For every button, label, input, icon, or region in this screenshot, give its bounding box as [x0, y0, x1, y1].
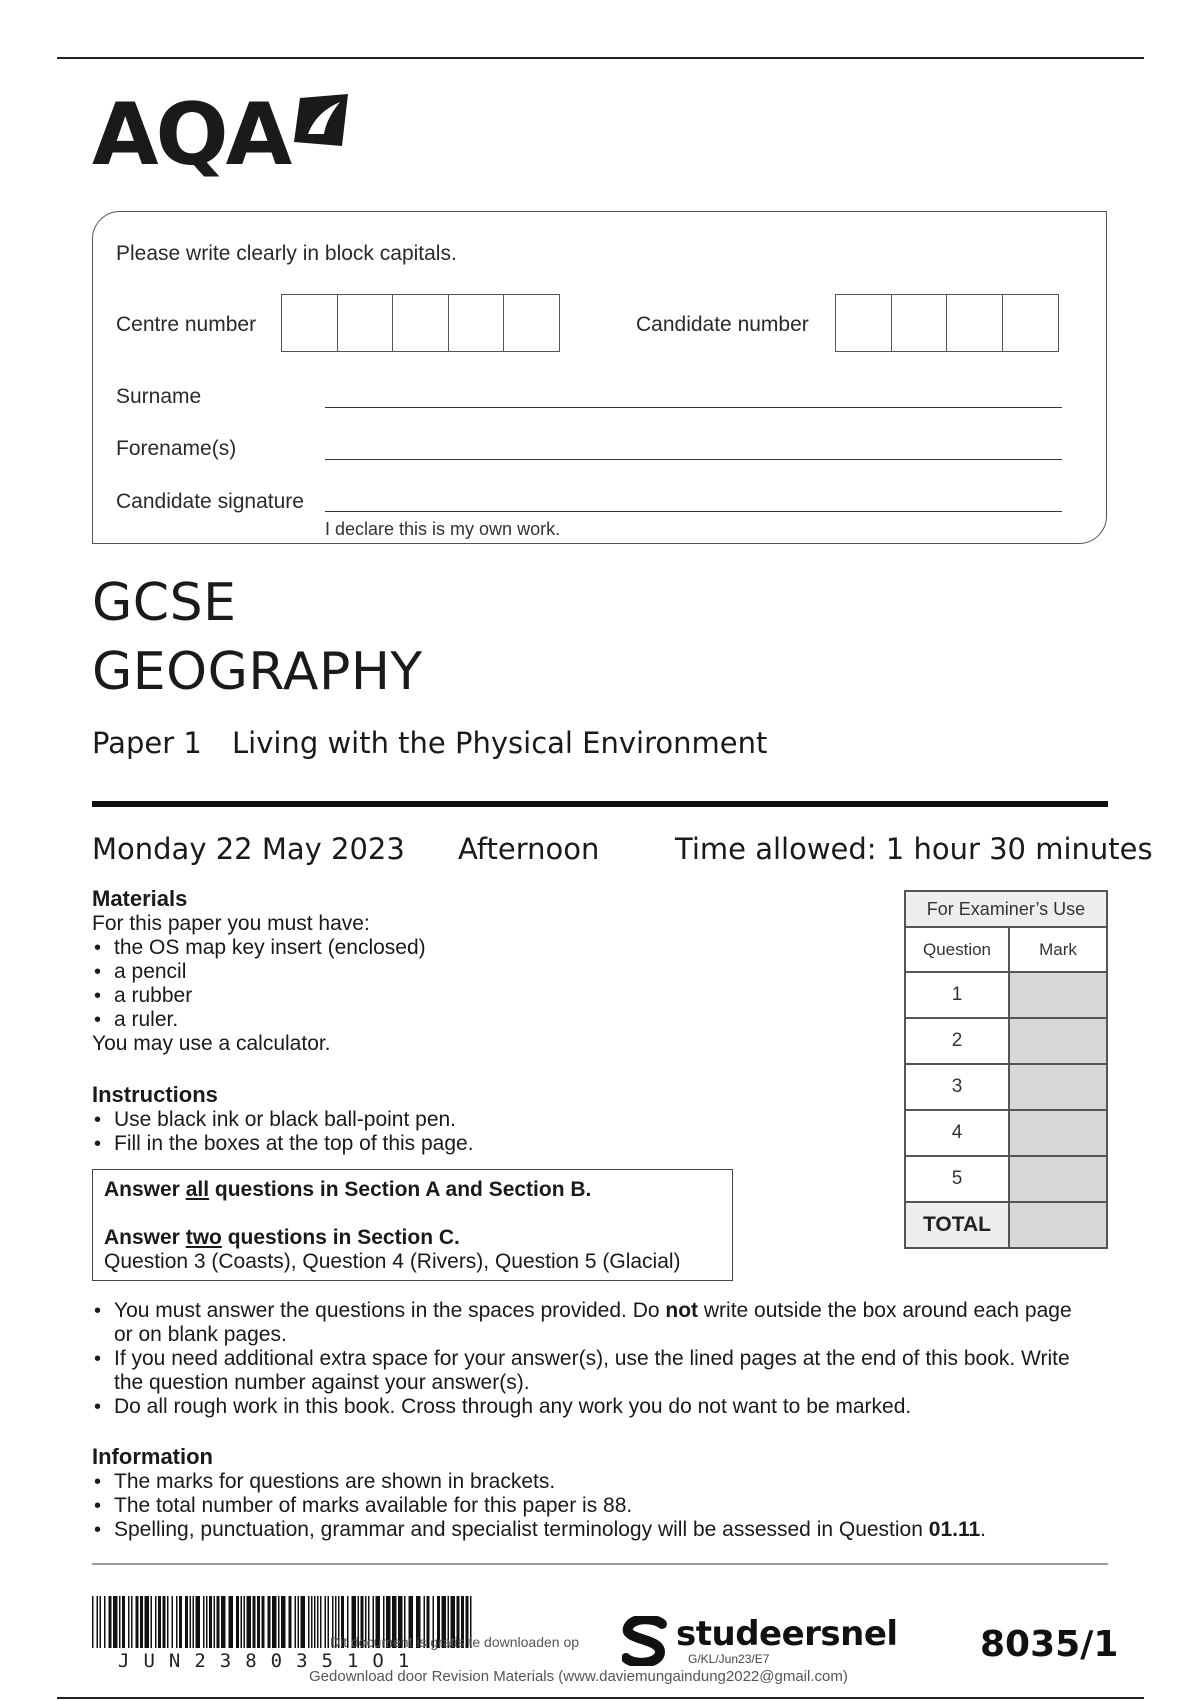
centre-number-digit-box[interactable] — [503, 294, 560, 352]
barcode-bar — [145, 1596, 150, 1648]
candidate-number-boxes[interactable] — [835, 294, 1057, 352]
studeersnel-s-icon — [622, 1616, 668, 1666]
list-item: • a pencil — [92, 960, 712, 984]
information-section — [92, 1444, 1092, 1542]
list-item: • Do all rough work in this book. Cross through any work you do not want to be marked. — [92, 1395, 1092, 1419]
barcode-bar — [311, 1596, 313, 1648]
mark-cell — [1009, 1156, 1107, 1202]
mark-cell — [1009, 1064, 1107, 1110]
instruction-text: You must answer the questions in the spaces provided. Do — [114, 1299, 666, 1322]
barcode-bar — [317, 1596, 319, 1648]
centre-number-boxes[interactable] — [281, 294, 559, 352]
barcode-bar — [119, 1596, 121, 1648]
bottom-rule — [57, 1697, 1144, 1699]
title-divider — [92, 801, 1108, 807]
table-row — [905, 972, 1107, 1018]
mark-column-header: Mark — [1009, 927, 1107, 972]
list-item: • Use black ink or black ball-point pen. — [92, 1108, 712, 1132]
materials-intro: For this paper you must have: — [92, 912, 370, 935]
table-row — [905, 1156, 1107, 1202]
surname-field[interactable] — [325, 407, 1062, 408]
answer-all-line — [104, 1178, 721, 1202]
barcode-bar — [193, 1596, 195, 1648]
total-row — [905, 1202, 1107, 1248]
more-instructions — [92, 1299, 1092, 1419]
barcode-bar — [176, 1596, 178, 1648]
barcode-bar — [320, 1596, 322, 1648]
barcode-bar — [229, 1596, 234, 1648]
studeersnel-brand: studeersnel — [676, 1614, 898, 1654]
barcode-bar — [131, 1596, 133, 1648]
centre-number-digit-box[interactable] — [448, 294, 505, 352]
exam-session: Afternoon — [458, 832, 600, 866]
candidate-number-label: Candidate number — [636, 313, 809, 336]
centre-number-label: Centre number — [116, 313, 257, 336]
barcode-bar — [298, 1596, 300, 1648]
barcode-bar — [262, 1596, 265, 1648]
information-heading: Information — [92, 1444, 213, 1469]
answer-two-pre: Answer — [104, 1226, 186, 1249]
information-list — [92, 1470, 1092, 1542]
barcode-bar — [308, 1596, 310, 1648]
barcode-bar — [92, 1596, 94, 1648]
barcode-bar — [179, 1596, 182, 1648]
list-item: • If you need additional extra space for your answer(s), use the lined pages at the end of this book. Write the question number against your answer(s). — [92, 1347, 1092, 1395]
forenames-field[interactable] — [325, 459, 1062, 460]
forenames-label: Forename(s) — [116, 437, 237, 460]
barcode-bar — [257, 1596, 260, 1648]
barcode-bar — [217, 1596, 220, 1648]
answer-two-line — [104, 1226, 721, 1250]
barcode-bar — [155, 1596, 157, 1648]
question-number: 3 — [905, 1064, 1009, 1110]
barcode-bar — [158, 1596, 161, 1648]
list-item: • a ruler. — [92, 1008, 712, 1032]
block-capitals-instruction: Please write clearly in block capitals. — [116, 242, 457, 265]
section-c-options: Question 3 (Coasts), Question 4 (Rivers), Question 5 (Glacial) — [104, 1250, 681, 1273]
aqa-logo-mark-icon — [292, 90, 352, 150]
barcode-bar — [104, 1596, 106, 1648]
examiners-use-table — [904, 890, 1108, 1249]
barcode-bar — [253, 1596, 256, 1648]
list-item: • Fill in the boxes at the top of this page. — [92, 1132, 712, 1156]
instructions-heading: Instructions — [92, 1082, 218, 1107]
paper-reference: G/KL/Jun23/E7 — [688, 1652, 770, 1666]
paper-number: Paper 1 — [92, 726, 202, 760]
barcode-bar — [151, 1596, 153, 1648]
total-label: TOTAL — [905, 1202, 1009, 1248]
centre-number-digit-box[interactable] — [337, 294, 394, 352]
time-allowed: Time allowed: 1 hour 30 minutes — [675, 832, 1153, 866]
list-item: • the OS map key insert (enclosed) — [92, 936, 712, 960]
barcode-bar — [268, 1596, 271, 1648]
barcode-bar — [209, 1596, 212, 1648]
qualification-title: GCSE — [92, 573, 237, 633]
barcode-bar — [281, 1596, 286, 1648]
mark-cell — [1009, 1018, 1107, 1064]
list-item: • a rubber — [92, 984, 712, 1008]
candidate-number-digit-box[interactable] — [891, 294, 948, 352]
download-note: Dit document is gratis te downloaden op — [330, 1634, 580, 1650]
barcode-bar — [325, 1596, 327, 1648]
information-text: . — [980, 1518, 987, 1541]
top-rule — [57, 57, 1144, 59]
studeersnel-logo — [622, 1614, 898, 1668]
candidate-number-digit-box[interactable] — [1002, 294, 1059, 352]
instruction-text: write outside the box around each page or on blank pages. — [114, 1299, 1072, 1346]
barcode-bar — [241, 1596, 243, 1648]
barcode-bar — [272, 1596, 277, 1648]
answer-two-underlined: two — [185, 1226, 222, 1249]
barcode-bar — [301, 1596, 306, 1648]
calculator-note: You may use a calculator. — [92, 1032, 331, 1055]
barcode-bar — [172, 1596, 174, 1648]
barcode-bar — [109, 1596, 112, 1648]
instruction-bold: not — [665, 1299, 699, 1322]
barcode-bar — [295, 1596, 297, 1648]
barcode-bar — [278, 1596, 280, 1648]
barcode-bar — [97, 1596, 99, 1648]
barcode-digits: JUN2380351O1 — [118, 1650, 424, 1672]
barcode-bar — [122, 1596, 125, 1648]
question-number: 5 — [905, 1156, 1009, 1202]
materials-list — [92, 936, 712, 1032]
question-number: 1 — [905, 972, 1009, 1018]
answer-two-post: questions in Section C. — [221, 1226, 460, 1249]
examiners-use-title: For Examiner’s Use — [905, 891, 1107, 927]
total-mark-cell — [1009, 1202, 1107, 1248]
instructions-section — [92, 1082, 712, 1156]
more-instructions-list — [92, 1299, 1092, 1419]
barcode-bar — [185, 1596, 188, 1648]
list-item: • The total number of marks available for this paper is 88. — [92, 1494, 1092, 1518]
downloaded-by-note: Gedownload door Revision Materials (www.daviemungaindung2022@gmail.com) — [309, 1668, 848, 1685]
footer-divider — [92, 1563, 1108, 1565]
barcode-bar — [190, 1596, 192, 1648]
barcode-bar — [314, 1596, 316, 1648]
exam-date: Monday 22 May 2023 — [92, 832, 405, 866]
barcode-bar — [196, 1596, 201, 1648]
mark-cell — [1009, 972, 1107, 1018]
paper-name: Living with the Physical Environment — [232, 726, 768, 760]
barcode-bar — [128, 1596, 130, 1648]
candidate-number-digit-box[interactable] — [946, 294, 1003, 352]
barcode-bar — [289, 1596, 292, 1648]
declaration-text: I declare this is my own work. — [325, 519, 561, 539]
list-item — [92, 1518, 1092, 1542]
answer-requirements-box — [92, 1169, 733, 1281]
aqa-logo — [92, 85, 362, 185]
signature-label: Candidate signature — [116, 490, 304, 513]
barcode-bar — [140, 1596, 143, 1648]
barcode-bar — [221, 1596, 226, 1648]
barcode-bar — [328, 1596, 330, 1648]
answer-all-pre: Answer — [104, 1178, 186, 1201]
barcode-bar — [163, 1596, 166, 1648]
barcode-bar — [214, 1596, 216, 1648]
information-bold: 01.11 — [928, 1518, 981, 1541]
answer-all-post: questions in Section A and Section B. — [209, 1178, 592, 1201]
signature-field[interactable] — [325, 511, 1062, 512]
barcode-bar — [167, 1596, 169, 1648]
barcode-bar — [100, 1596, 102, 1648]
barcode-bar — [244, 1596, 246, 1648]
instructions-list — [92, 1108, 712, 1156]
mark-cell — [1009, 1110, 1107, 1156]
barcode-bar — [113, 1596, 118, 1648]
aqa-logo-text: AQA — [92, 85, 290, 185]
materials-section — [92, 886, 712, 1056]
candidate-number-digit-box[interactable] — [835, 294, 892, 352]
paper-code: 8035/1 — [980, 1624, 1119, 1665]
question-number: 2 — [905, 1018, 1009, 1064]
centre-number-digit-box[interactable] — [392, 294, 449, 352]
table-row — [905, 1064, 1107, 1110]
surname-label: Surname — [116, 385, 202, 408]
materials-heading: Materials — [92, 886, 188, 911]
subject-title: GEOGRAPHY — [92, 642, 423, 702]
question-number: 4 — [905, 1110, 1009, 1156]
barcode-bar — [236, 1596, 239, 1648]
barcode-bar — [247, 1596, 252, 1648]
question-column-header: Question — [905, 927, 1009, 972]
answer-all-underlined: all — [185, 1178, 210, 1201]
barcode-bar — [206, 1596, 208, 1648]
list-item: • The marks for questions are shown in brackets. — [92, 1470, 1092, 1494]
barcode-bar — [136, 1596, 139, 1648]
table-row — [905, 1110, 1107, 1156]
list-item — [92, 1299, 1092, 1347]
information-text: Spelling, punctuation, grammar and specialist terminology will be assessed in Question — [114, 1518, 929, 1541]
barcode-bar — [203, 1596, 205, 1648]
table-row — [905, 1018, 1107, 1064]
centre-number-digit-box[interactable] — [281, 294, 338, 352]
